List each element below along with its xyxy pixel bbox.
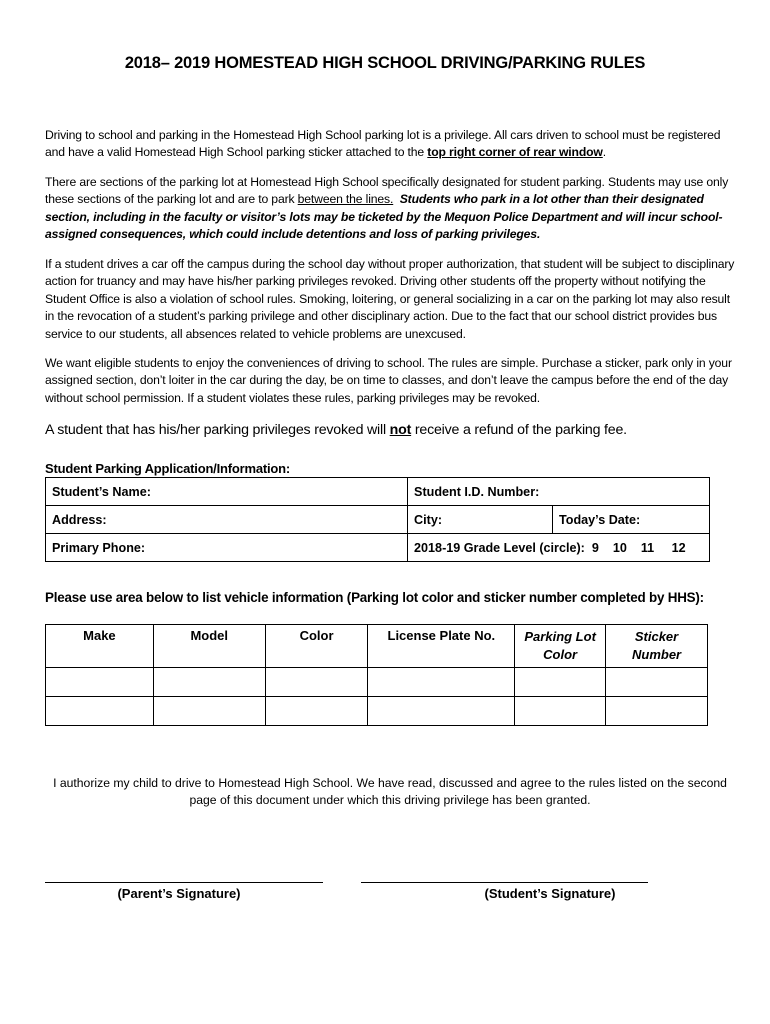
- col-model: Model: [153, 625, 265, 668]
- sticker-cell[interactable]: [606, 697, 708, 726]
- student-name-field[interactable]: Student’s Name:: [46, 478, 408, 506]
- refund-notice: [45, 422, 735, 438]
- col-color: Color: [265, 625, 368, 668]
- vehicle-row: [46, 697, 708, 726]
- refund-end: receive a refund of the parking fee.: [411, 422, 627, 438]
- grade-level-field[interactable]: 2018-19 Grade Level (circle): 9 10 11 12: [408, 534, 710, 562]
- primary-phone-field[interactable]: Primary Phone:: [46, 534, 408, 562]
- application-table: [45, 477, 710, 562]
- student-signature-line[interactable]: [361, 882, 648, 883]
- sticker-line1: Sticker: [634, 629, 679, 644]
- parent-signature-label: (Parent’s Signature): [117, 886, 241, 901]
- address-field[interactable]: Address:: [46, 506, 408, 534]
- plate-cell[interactable]: [368, 697, 515, 726]
- paragraph-registration: [45, 127, 735, 162]
- color-cell[interactable]: [265, 697, 368, 726]
- authorization-statement: I authorize my child to drive to Homestead High School. We have read, discussed and agree to the rules listed on the second page of this document under which this driving privilege has been granted.: [53, 776, 727, 808]
- lot-color-line2: Color: [543, 647, 578, 662]
- parent-signature-line[interactable]: [45, 882, 323, 883]
- col-parking-lot-color: [515, 625, 606, 668]
- paragraph-truancy: If a student drives a car off the campus during the school day without proper authorization, that student will be subject to disciplinary action for truancy and may have his/her parking privileges revoked. Driving other students off the property without notifying the Student Office is also a violation of school rules. Smoking, loitering, or general socializing in a car on the parking lot may also result in the revocation of a student’s parking privilege and other disciplinary action. Due to the fact that our school district provides bus service to our students, all absences related to vehicle problems are unexcused.: [45, 257, 735, 341]
- refund-not: not: [389, 422, 412, 438]
- plate-cell[interactable]: [368, 668, 515, 697]
- make-cell[interactable]: [46, 697, 154, 726]
- vehicle-heading: Please use area below to list vehicle information (Parking lot color and sticker number completed by HHS):: [45, 590, 704, 605]
- city-field[interactable]: City:: [408, 506, 553, 534]
- paragraph-rules: We want eligible students to enjoy the conveniences of driving to school. The rules are simple. Purchase a sticker, park only in your assigned section, don’t loiter in the car during the day, be on time to classes, and don’t leave the campus before the end of the day without school permission. If a student violates these rules, parking privileges may be revoked.: [45, 356, 732, 405]
- p2-text: There are sections of the parking lot at Homestead High School specifically designated for student parking. Students may use only these sections of the parking lot and are to park: [45, 175, 729, 207]
- student-id-field[interactable]: Student I.D. Number:: [408, 478, 710, 506]
- todays-date-field[interactable]: Today’s Date:: [553, 506, 710, 534]
- p1-text: Driving to school and parking in the Homestead High School parking lot is a privilege. All cars driven to school must be registered and have a valid Homestead High School parking sticker attached to the: [45, 128, 721, 160]
- p1-end: .: [602, 145, 607, 160]
- lot-color-cell[interactable]: [515, 668, 606, 697]
- col-license-plate: License Plate No.: [368, 625, 515, 668]
- p2-underline: between the lines.: [297, 192, 394, 207]
- p1-emphasis: top right corner of rear window: [427, 145, 603, 160]
- sticker-cell[interactable]: [606, 668, 708, 697]
- make-cell[interactable]: [46, 668, 154, 697]
- lot-color-cell[interactable]: [515, 697, 606, 726]
- col-make: Make: [46, 625, 154, 668]
- color-cell[interactable]: [265, 668, 368, 697]
- page-title: 2018– 2019 HOMESTEAD HIGH SCHOOL DRIVING/PARKING RULES: [124, 54, 646, 72]
- student-signature-label: (Student’s Signature): [484, 886, 616, 901]
- application-heading: Student Parking Application/Information:: [45, 461, 291, 476]
- p2-warning: Students who park in a lot other than their designated section, including in the faculty or visitor’s lots may be ticketed by the Mequon Police Department and will incur school-assigned consequences, which could include detentions and loss of parking privileges.: [45, 192, 723, 242]
- vehicle-table: [45, 624, 708, 726]
- paragraph-sections: [45, 174, 735, 244]
- model-cell[interactable]: [153, 668, 265, 697]
- lot-color-line1: Parking Lot: [524, 629, 596, 644]
- refund-text: A student that has his/her parking privileges revoked will: [45, 422, 390, 438]
- sticker-line2: Number: [631, 647, 682, 662]
- col-sticker-number: [606, 625, 708, 668]
- vehicle-row: [46, 668, 708, 697]
- model-cell[interactable]: [153, 697, 265, 726]
